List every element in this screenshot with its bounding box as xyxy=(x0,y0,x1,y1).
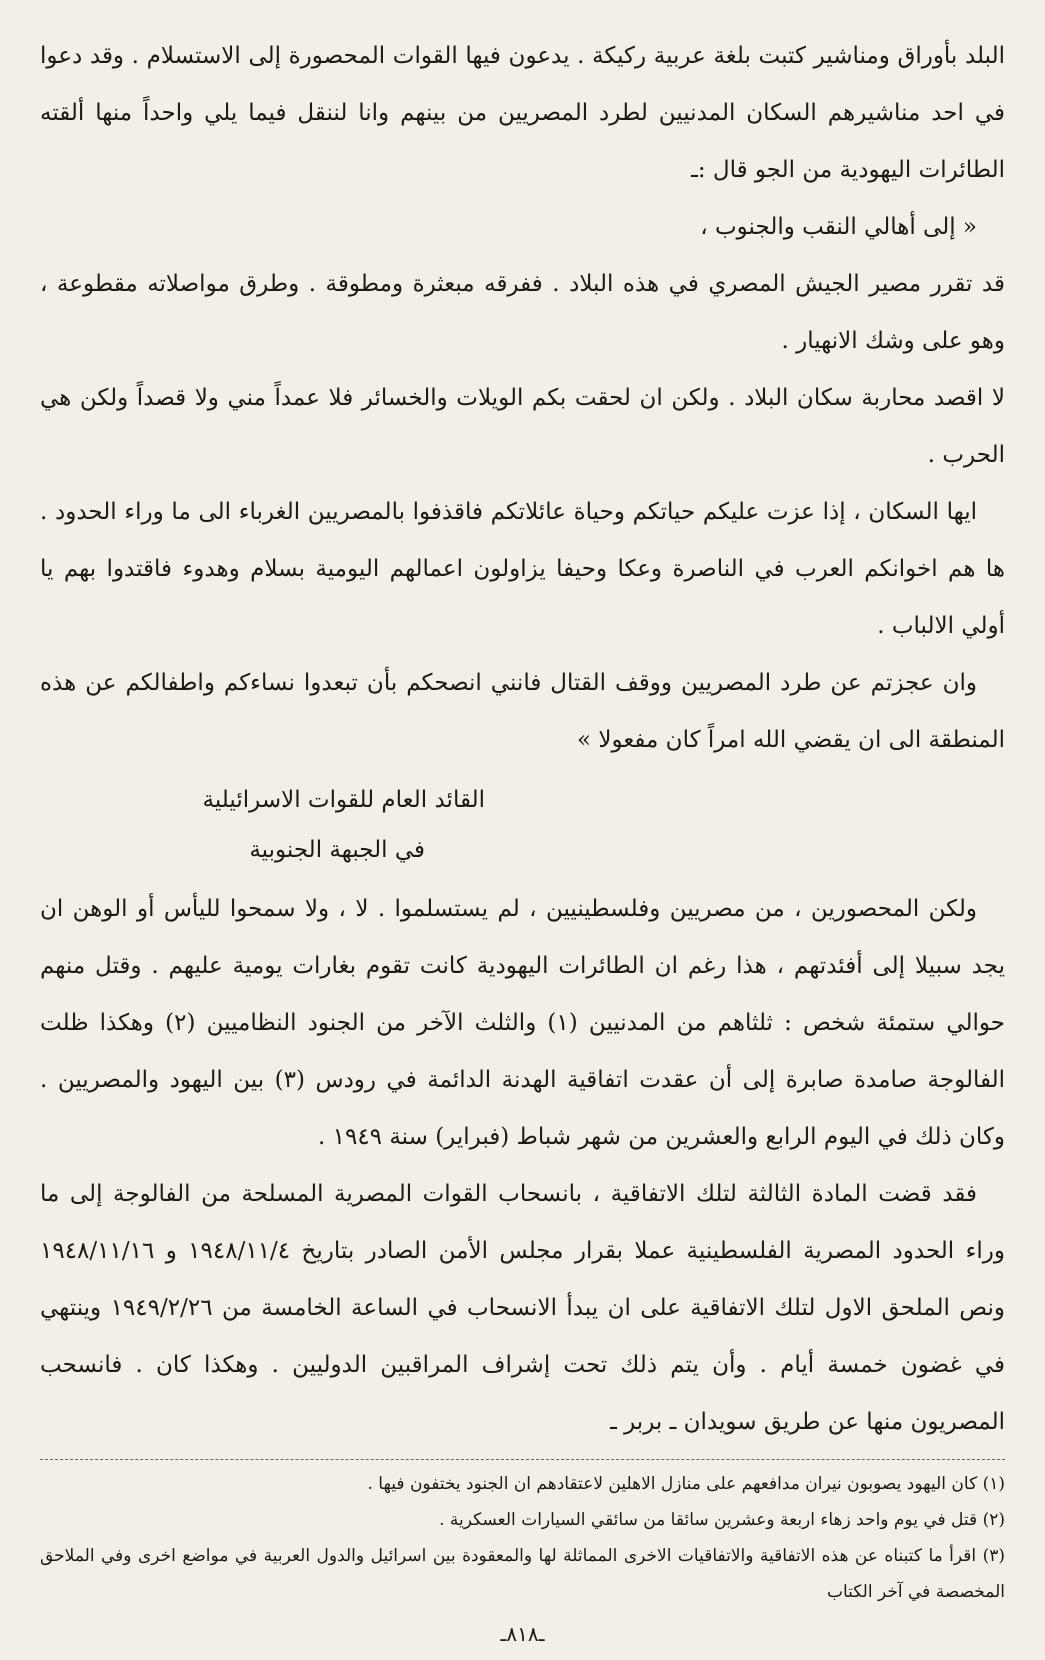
leaflet-salutation: « إلى أهالي النقب والجنوب ، xyxy=(700,214,977,240)
footnote-1: (١) كان اليهود يصوبون نيران مدافعهم على منازل الاهلين لاعتقادهم ان الجنود يختفون فيها . xyxy=(367,1474,1005,1494)
main-text xyxy=(40,28,1005,1451)
signature-line-2: في الجبهة الجنوبية xyxy=(249,837,425,863)
signature-line-1: القائد العام للقوات الاسرائيلية xyxy=(202,787,485,813)
leaflet-paragraph-3: ايها السكان ، إذا عزت عليكم حياتكم وحياة عائلاتكم فاقذفوا بالمصريين الغرباء الى ما وراء الحدود . ها هم اخوانكم العرب في الناصرة وعكا وحيفا يزاولون اعمالهم اليومية بسلام وهدوء فاقتدوا بهم يا أولي الالباب . xyxy=(40,499,1005,639)
paragraph-withdrawal: فقد قضت المادة الثالثة لتلك الاتفاقية ، بانسحاب القوات المصرية المسلحة من الفالوجة إلى ما وراء الحدود المصرية الفلسطينية عملا بقرار مجلس الأمن الصادر بتاريخ ١٩٤٨/١١/٤ و ١٩٤٨/١١/١٦ ونص الملحق الاول لتلك الاتفاقية على ان يبدأ الانسحاب في الساعة الخامسة من ١٩٤٩/٢/٢٦ وينتهي في غضون خمسة أيام . وأن يتم ذلك تحت إشراف المراقبين الدوليين . وهكذا كان . فانسحب المصريون منها عن طريق سويدان ـ بربر ـ xyxy=(40,1181,1005,1435)
leaflet-paragraph-4: وان عجزتم عن طرد المصريين ووقف القتال فانني انصحكم بأن تبعدوا نساءكم واطفالكم عن هذه المنطقة الى ان يقضي الله امراً كان مفعولا » xyxy=(40,670,1005,753)
page-number: ـ٨١٨ـ xyxy=(500,1622,545,1646)
paragraph-intro: البلد بأوراق ومناشير كتبت بلغة عربية ركيكة . يدعون فيها القوات المحصورة إلى الاستسلام . وقد دعوا في احد مناشيرهم السكان المدنيين لطرد المصريين من بينهم وانا لننقل فيما يلي واحداً منها ألقته الطائرات اليهودية من الجو قال :ـ xyxy=(40,43,1005,183)
leaflet-signature xyxy=(40,775,1005,875)
paragraph-besieged: ولكن المحصورين ، من مصريين وفلسطينيين ، لم يستسلموا . لا ، ولا سمحوا لليأس أو الوهن ان يجد سبيلا إلى أفئدتهم ، هذا رغم ان الطائرات اليهودية كانت تقوم بغارات يومية عليهم . وقتل منهم حوالي ستمئة شخص : ثلثاهم من المدنيين (١) والثلث الآخر من الجنود النظاميين (٢) وهكذا ظلت الفالوجة صامدة صابرة إلى أن عقدت اتفاقية الهدنة الدائمة في رودس (٣) بين اليهود والمصريين . وكان ذلك في اليوم الرابع والعشرين من شهر شباط (فبراير) سنة ١٩٤٩ . xyxy=(40,896,1005,1150)
footnote-divider xyxy=(40,1459,1005,1460)
leaflet-paragraph-2: لا اقصد محاربة سكان البلاد . ولكن ان لحقت بكم الويلات والخسائر فلا عمداً مني ولا قصداً ولكن هي الحرب . xyxy=(40,385,1005,468)
footnotes xyxy=(40,1466,1005,1610)
leaflet-paragraph-1: قد تقرر مصير الجيش المصري في هذه البلاد . ففرقه مبعثرة ومطوقة . وطرق مواصلاته مقطوعة ، وهو على وشك الانهيار . xyxy=(40,271,1005,354)
footnote-3: (٣) اقرأ ما كتبناه عن هذه الاتفاقية والاتفاقيات الاخرى المماثلة لها والمعقودة بين اسرائيل والدول العربية في مواضع اخرى وفي الملاحق المخصصة في آخر الكتاب xyxy=(40,1546,1005,1602)
footnote-2: (٢) قتل في يوم واحد زهاء اربعة وعشرين سائقا من سائقي السيارات العسكرية . xyxy=(439,1510,1005,1530)
